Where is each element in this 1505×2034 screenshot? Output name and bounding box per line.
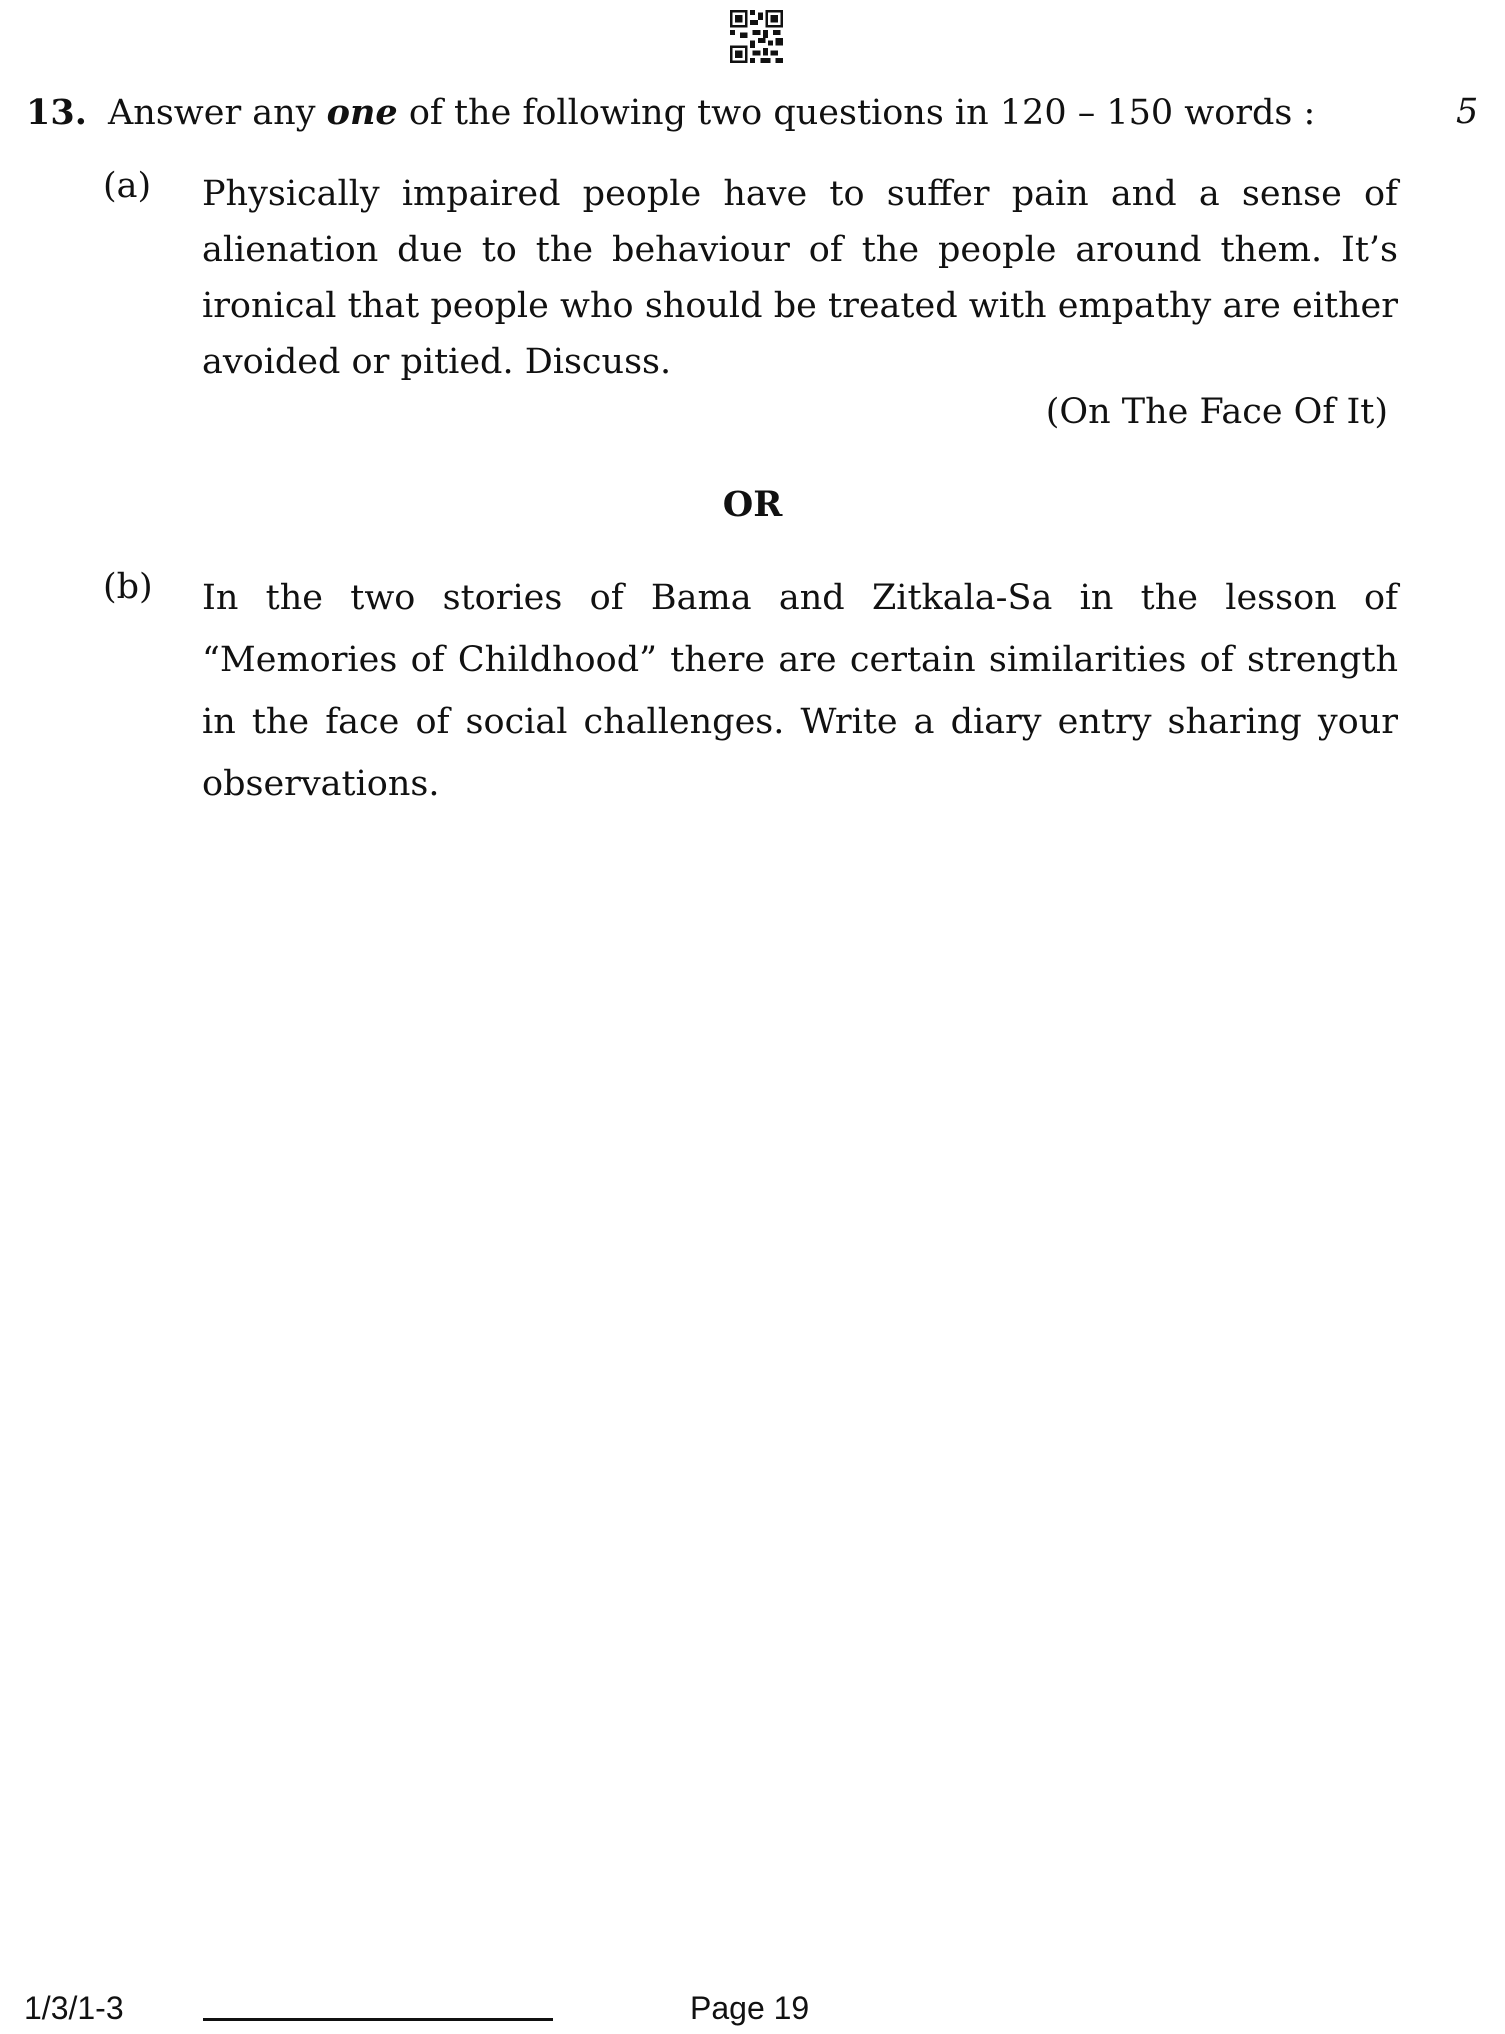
option-b-label: (b) (103, 567, 153, 607)
option-b-text: In the two stories of Bama and Zitkala-Sa in the lesson of “Memories of Childhood” there are certain similarities of strength in the face of social challenges. Write a diary entry sharing your observations. (202, 578, 1398, 804)
footer-rule (203, 2018, 553, 2021)
paper-code: 1/3/1-3 (24, 1990, 124, 2026)
page-number: Page 19 (690, 1990, 810, 2026)
or-separator: OR (722, 484, 783, 525)
instruction-emphasis: one (326, 92, 398, 133)
option-a-label: (a) (103, 166, 152, 206)
question-marks: 5 (1456, 92, 1479, 132)
question-instruction: Answer any one of the following two questions in 120 – 150 words : (108, 92, 1316, 133)
option-a-text: Physically impaired people have to suffer pain and a sense of alienation due to the behaviour of the people around them. It’s ironical that people who should be treated with empathy are either avoided or pitied. Discuss. (202, 174, 1398, 382)
question-number: 13. (26, 92, 87, 133)
option-a-source: (On The Face Of It) (1045, 392, 1388, 432)
qr-code-icon (730, 10, 783, 63)
